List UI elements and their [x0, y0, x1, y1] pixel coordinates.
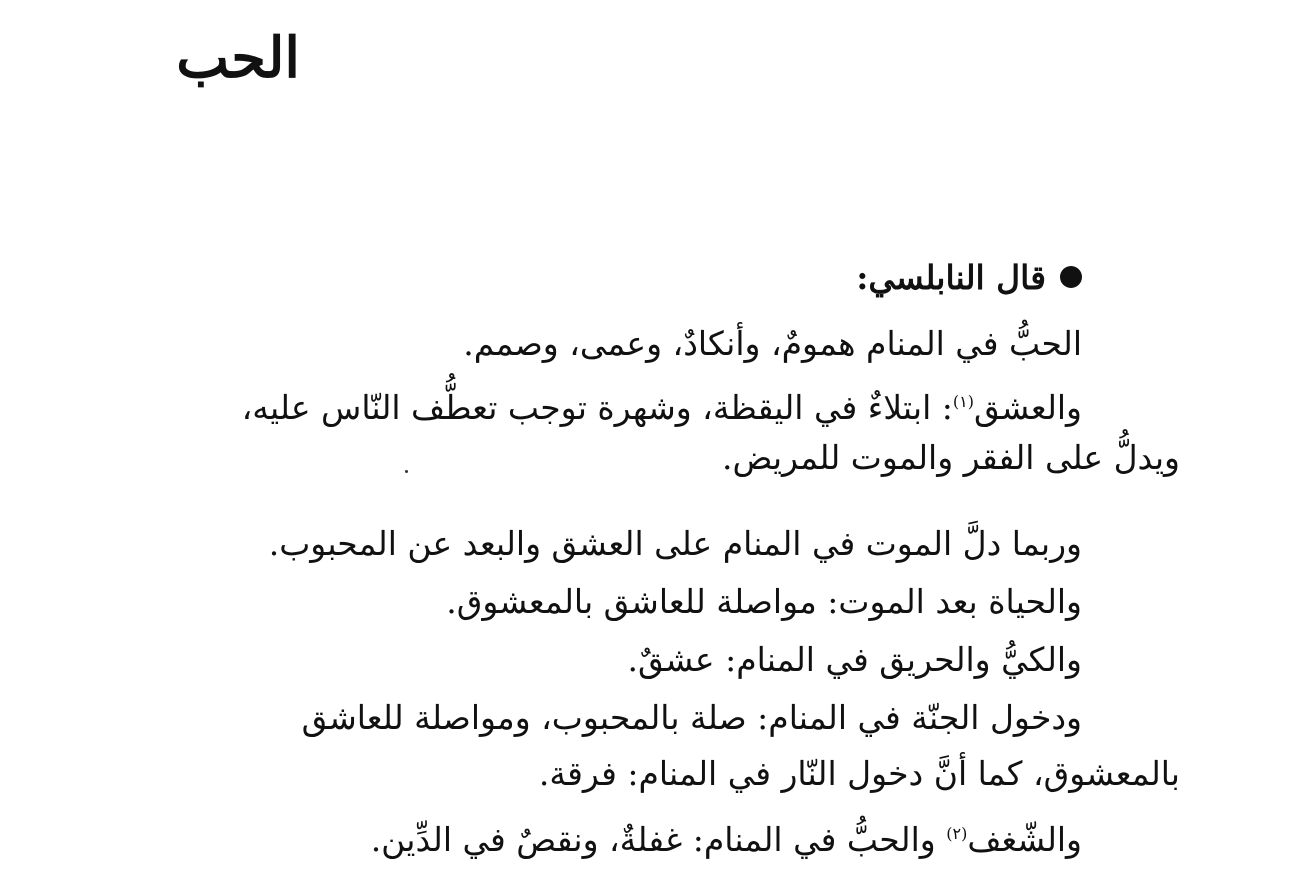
- section-heading: [856, 250, 1082, 306]
- text-line-5: والحياة بعد الموت: مواصلة للعاشق بالمعشوق.: [446, 582, 1082, 621]
- text-line-2: [242, 374, 1082, 436]
- text-line-9: [371, 806, 1082, 868]
- text-line-7: ودخول الجنّة في المنام: صلة بالمحبوب، ومواصلة للعاشق: [301, 698, 1082, 737]
- line-9-body: والحبُّ في المنام: غفلةٌ، ونقصٌ في الدِّين.: [370, 820, 936, 859]
- line-2-body: ابتلاءٌ في اليقظة، وشهرة توجب تعطُّف النّاس عليه،: [241, 388, 932, 427]
- page-title: الحب: [176, 25, 300, 91]
- scan-speck: [405, 470, 408, 473]
- footnote-marker-1: (١): [952, 392, 974, 411]
- text-line-8: بالمعشوق، كما أنَّ دخول النّار في المنام: فرقة.: [538, 754, 1180, 793]
- line-9-prefix: والشّغف: [967, 820, 1082, 859]
- text-line-4: وربما دلَّ الموت في المنام على العشق والبعد عن المحبوب.: [268, 524, 1082, 563]
- line-2-separator: :: [931, 388, 953, 427]
- text-line-1: الحبُّ في المنام همومٌ، وأنكادٌ، وعمى، وصمم.: [463, 324, 1082, 363]
- heading-text: قال النابلسي:: [856, 258, 1046, 297]
- line-2-prefix: والعشق: [973, 388, 1082, 427]
- footnote-marker-2: (٢): [946, 824, 968, 843]
- text-line-6: والكيُّ والحريق في المنام: عشقٌ.: [627, 640, 1082, 679]
- text-line-3: ويدلُّ على الفقر والموت للمريض.: [721, 438, 1180, 477]
- line-9-separator: [936, 820, 947, 859]
- bullet-icon: [1060, 266, 1082, 288]
